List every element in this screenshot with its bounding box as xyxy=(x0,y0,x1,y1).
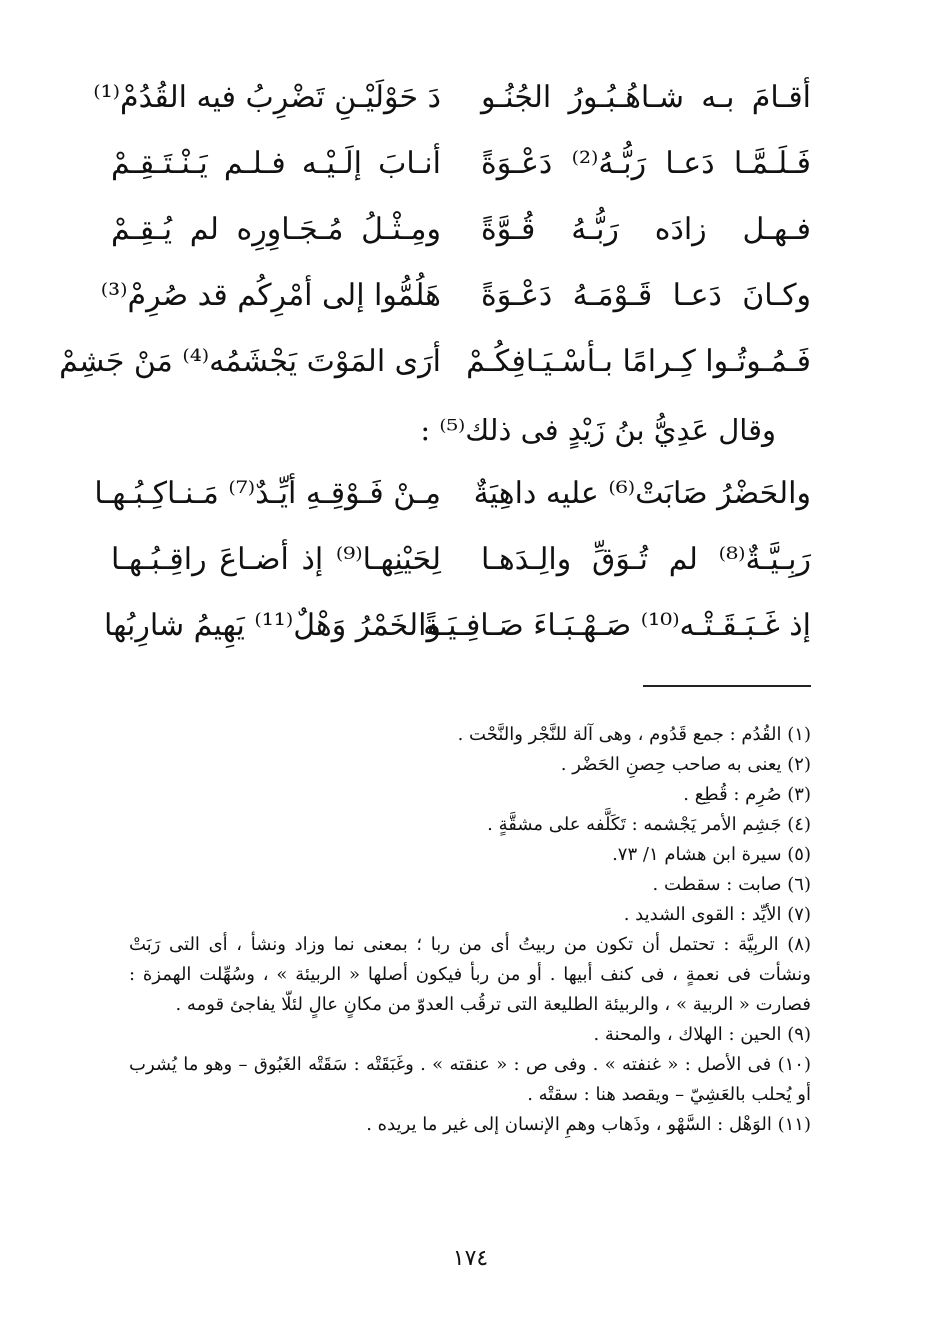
page-number: ١٧٤ xyxy=(452,1246,489,1271)
verse-line xyxy=(111,210,811,276)
poem-intro-line: وقال عَدِيُّ بنُ زَيْدٍ فى ذلك⁽⁵⁾ : xyxy=(420,413,776,447)
verse-second-hemistich: ومِـثْـلُ مُـجَـاوِرِه لم يُـقِـمْ xyxy=(111,212,441,247)
footnote: (٤) جَشِم الأمر يَجْشمه : تَكَلَّفه على مشقَّةٍ . xyxy=(487,814,811,835)
footnote: (٩) الحين : الهلاك ، والمحنة . xyxy=(593,1024,811,1045)
footnote: (١٠) فى الأصل : « غنفته » . وفى ص : « عنقته » . وغَبَقَتْه : سَقَتْه الغَبُوق – وهو ما يُشرب أو يُحلب بالعَشِيّ – ويقصد هنا : سقتْه . xyxy=(129,1054,811,1105)
verse-line xyxy=(111,540,811,606)
poem-first xyxy=(59,78,812,408)
verse-first-hemistich: والحَضْرُ صَابَتْ⁽⁶⁾ عليه داهِيَةٌ xyxy=(473,476,811,511)
verse-first-hemistich: فَـلَـمَّـا دَعـا رَبُّـهُ⁽²⁾ دَعْـوَةً xyxy=(481,146,812,181)
footnote: (٣) صُرِم : قُطِع . xyxy=(683,784,811,805)
verse-line xyxy=(93,78,811,144)
footnote: (٦) صابت : سقطت . xyxy=(652,874,811,895)
verse-first-hemistich: أقـامَ بـه شـاهُـبُـورُ الجُنُـو xyxy=(481,80,811,115)
verse-second-hemistich: مِـنْ فَـوْقِـهِ أيِّـدٌ⁽⁷⁾ مَـنـاكِـبُـهـا xyxy=(94,476,441,511)
verse-second-hemistich: دَ حَوْلَيْـنِ تَضْرِبُ فيه القُدُمْ⁽¹⁾ xyxy=(93,80,441,115)
verse-second-hemistich: والخَمْرُ وَهْلٌ⁽¹¹⁾ يَهِيمُ شارِبُها xyxy=(104,608,441,643)
verse-first-hemistich: وكـانَ دَعـا قَـوْمَـهُ دَعْـوَةً xyxy=(481,278,811,313)
verse-first-hemistich: رَبِـيَّـةٌ⁽⁸⁾ لم تُـوَقِّ والِـدَهـا xyxy=(481,542,811,577)
verse-line xyxy=(104,606,811,672)
footnote-divider xyxy=(643,685,811,687)
verse-first-hemistich: فـهـل زادَه رَبُّـهُ قُـوَّةً xyxy=(481,212,811,247)
footnotes xyxy=(129,720,811,1140)
verse-line xyxy=(111,144,811,210)
verse-first-hemistich: إذ غَـبَـقَـتْـه⁽¹⁰⁾ صَـهْـبَـاءَ صَـافِـيَـةً xyxy=(423,608,811,643)
footnote: (١١) الوَهْل : السَّهْو ، وذَهاب وهمِ الإنسان إلى غير ما يريده . xyxy=(366,1114,811,1135)
verse-second-hemistich: لِحَيْنِهـا⁽⁹⁾ إذ أضـاعَ راقِـبُـهـا xyxy=(111,542,441,577)
footnote: (١) القُدُم : جمع قَدُوم ، وهى آلة للنَّجْر والنَّحْت . xyxy=(457,724,811,745)
poem-second xyxy=(94,474,811,672)
footnote: (٢) يعنى به صاحب حِصنِ الحَضْر . xyxy=(560,754,811,775)
verse-line xyxy=(100,276,811,342)
verse-line xyxy=(94,474,811,540)
verse-second-hemistich: أرَى المَوْتَ يَجْشَمُه⁽⁴⁾ مَنْ جَشِمْ xyxy=(59,344,441,379)
footnote: (٥) سيرة ابن هشام ١/ ٧٣. xyxy=(612,844,811,865)
footnote: (٨) الربِيَّة : تحتمل أن تكون من ربيتُ أى من ربا ؛ بمعنى نما وزاد ونشأ ، أى التى رَبَتْ ونشأت فى نعمةٍ ، فى كنف أبيها . أو من ربأ فيكون أصلها « الربيئة » ، وسُهِّلت الهمزة : فصارت « الربية » ، والربيئة الطليعة التى ترقُب العدوّ من مكانٍ عالٍ لئلّا يفاجئ قومه . xyxy=(129,934,812,1015)
verse-second-hemistich: أنـابَ إلَـيْـه فـلـم يَـنْـتَـقِـمْ xyxy=(111,146,441,181)
footnote: (٧) الأيِّد : القوى الشديد . xyxy=(623,904,811,925)
verse-line xyxy=(59,342,811,408)
verse-second-hemistich: هَلُمُّوا إلى أمْرِكُم قد صُرِمْ⁽³⁾ xyxy=(100,278,441,313)
verse-first-hemistich: فَـمُـوتُـوا كِـرامًا بـأسْـيَـافِكُـمْ xyxy=(466,344,811,379)
